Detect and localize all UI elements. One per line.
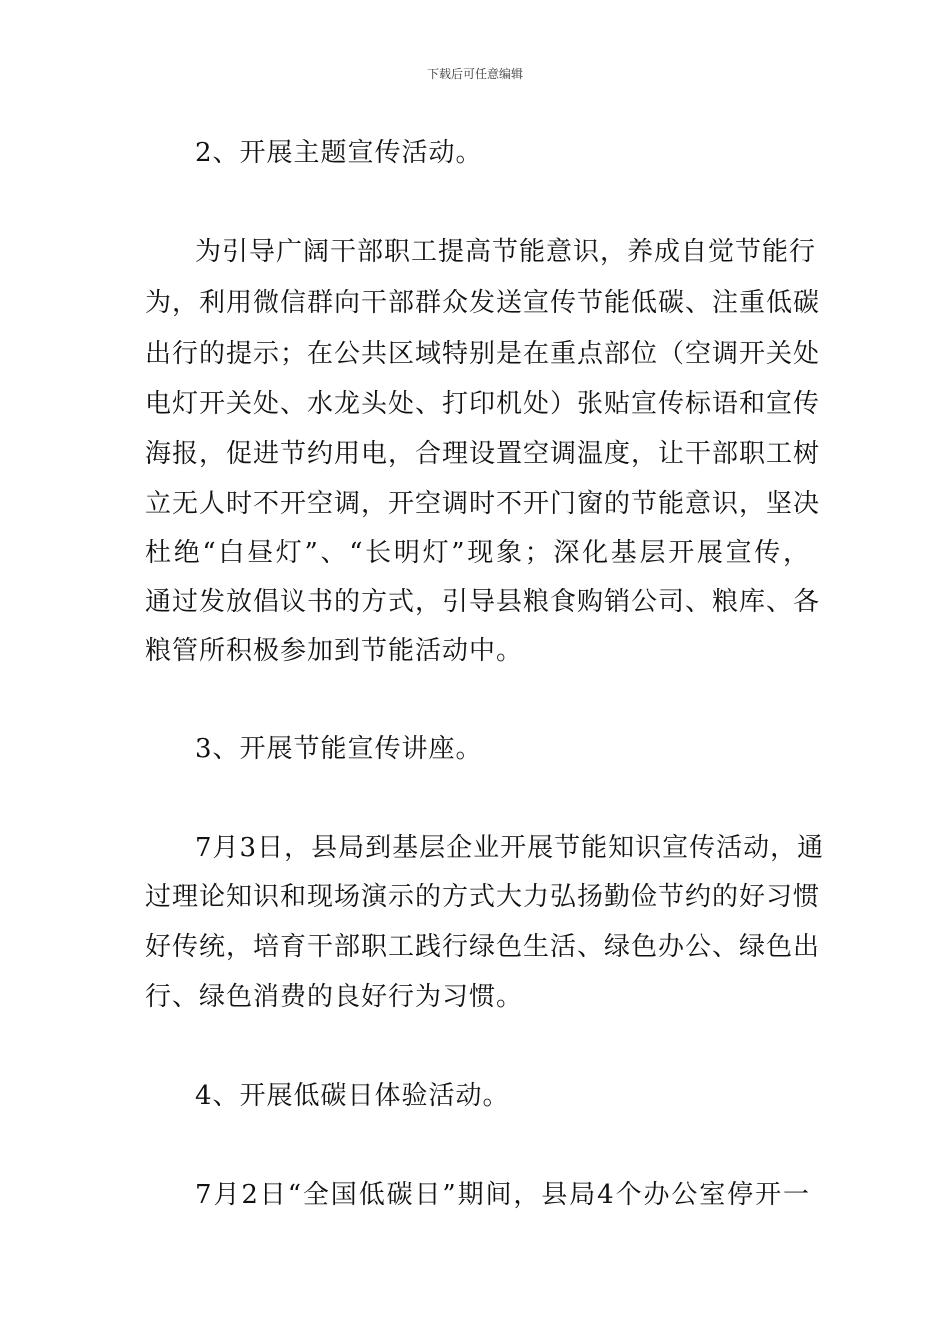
paragraph-line: 为，利用微信群向干部群众发送宣传节能低碳、注重低碳 [145, 288, 821, 318]
paragraph-line: 7月2日“全国低碳日”期间，县局4个办公室停开一 [195, 1180, 810, 1210]
paragraph-line: 通过发放倡议书的方式，引导县粮食购销公司、粮库、各 [145, 587, 821, 617]
paragraph-line: 立无人时不开空调，开空调时不开门窗的节能意识，坚决 [145, 489, 821, 519]
paragraph-line: 7月3日，县局到基层企业开展节能知识宣传活动，通 [195, 833, 825, 863]
paragraph-line: 出行的提示；在公共区域特别是在重点部位（空调开关处 [145, 339, 821, 369]
paragraph-line: 为引导广阔干部职工提高节能意识，养成自觉节能行 [195, 237, 817, 267]
paragraph-line: 杜绝“白昼灯”、“长明灯”现象；深化基层开展宣传， [145, 538, 810, 568]
section-heading: 2、开展主题宣传活动。 [195, 138, 483, 168]
paragraph-line: 电灯开关处、水龙头处、打印机处）张贴宣传标语和宣传 [145, 389, 821, 419]
section-heading: 3、开展节能宣传讲座。 [195, 734, 483, 764]
page-header: 下载后可任意编辑 [426, 67, 523, 81]
paragraph-line: 好传统，培育干部职工践行绿色生活、绿色办公、绿色出 [145, 932, 821, 962]
paragraph-line: 过理论知识和现场演示的方式大力弘扬勤俭节约的好习惯 [145, 882, 821, 912]
paragraph-line: 粮管所积极参加到节能活动中。 [145, 636, 524, 666]
paragraph-line: 行、绿色消费的良好行为习惯。 [145, 982, 524, 1012]
paragraph-line: 海报，促进节约用电，合理设置空调温度，让干部职工树 [145, 439, 821, 469]
section-heading: 4、开展低碳日体验活动。 [195, 1081, 510, 1111]
